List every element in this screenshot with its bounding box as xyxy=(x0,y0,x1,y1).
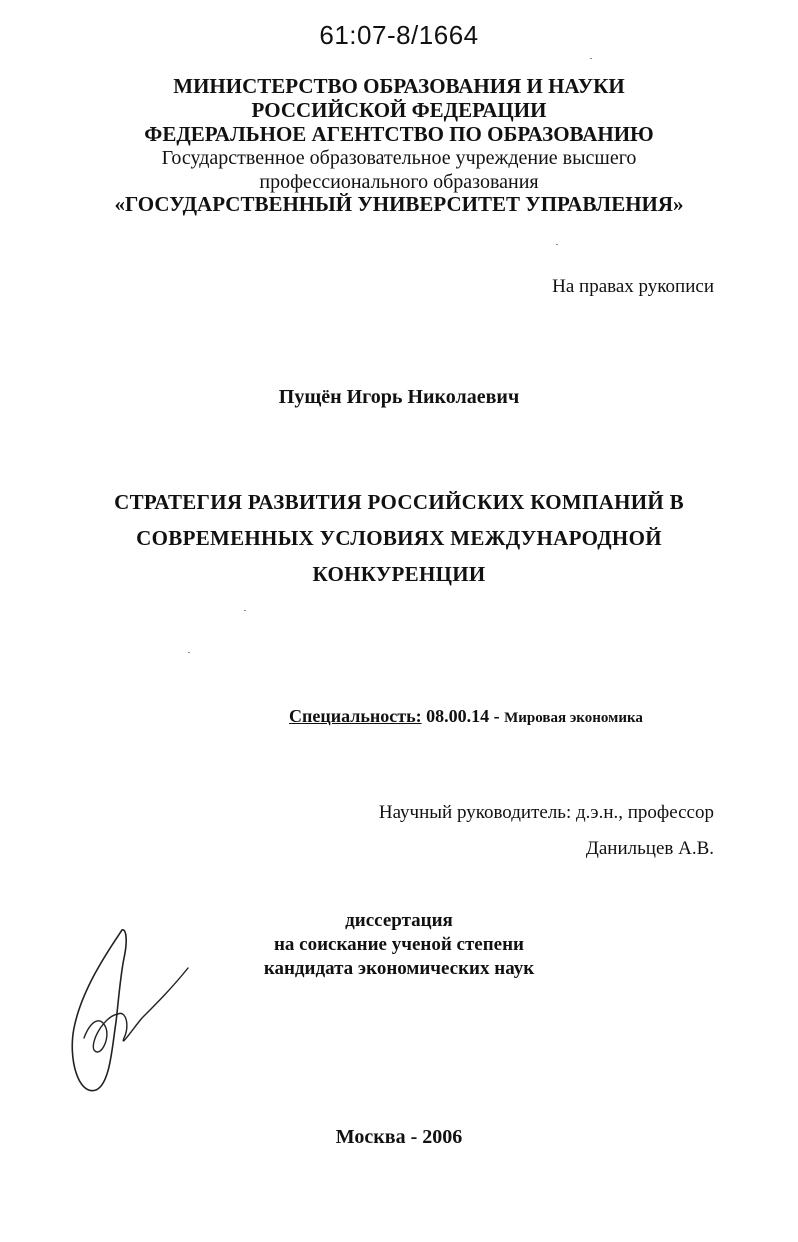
scan-speck xyxy=(590,58,592,59)
handwritten-signature-icon xyxy=(60,918,200,1108)
specialty xyxy=(289,706,643,727)
ministry-line-2: РОССИЙСКОЙ ФЕДЕРАЦИИ xyxy=(251,98,547,122)
archive-code: 61:07-8/1664 xyxy=(319,20,479,50)
title-line-2: СОВРЕМЕННЫХ УСЛОВИЯХ МЕЖДУНАРОДНОЙ xyxy=(136,526,662,550)
university-name: «ГОСУДАРСТВЕННЫЙ УНИВЕРСИТЕТ УПРАВЛЕНИЯ» xyxy=(114,192,684,216)
specialty-name: Мировая экономика xyxy=(504,710,643,726)
scan-speck xyxy=(188,652,190,653)
dissertation-line-2: на соискание ученой степени xyxy=(273,934,524,955)
specialty-code: 08.00.14 - xyxy=(426,706,500,726)
scan-speck xyxy=(244,610,246,611)
supervisor-name: Данильцев А.В. xyxy=(585,838,714,859)
institution-line-2: профессионального образования xyxy=(259,171,539,193)
dissertation-line-3: кандидата экономических наук xyxy=(263,958,535,979)
manuscript-note: На правах рукописи xyxy=(552,276,714,297)
dissertation-line-1: диссертация xyxy=(345,910,453,931)
agency-name: ФЕДЕРАЛЬНОЕ АГЕНТСТВО ПО ОБРАЗОВАНИЮ xyxy=(144,122,654,146)
place-year: Москва - 2006 xyxy=(335,1126,463,1148)
supervisor-line-1: Научный руководитель: д.э.н., профессор xyxy=(378,802,714,823)
title-line-3: КОНКУРЕНЦИИ xyxy=(312,562,486,586)
scan-speck xyxy=(556,244,558,245)
institution-line-1: Государственное образовательное учреждение высшего xyxy=(161,147,637,169)
ministry-line-1: МИНИСТЕРСТВО ОБРАЗОВАНИЯ И НАУКИ xyxy=(173,74,625,98)
title-line-1: СТРАТЕГИЯ РАЗВИТИЯ РОССИЙСКИХ КОМПАНИЙ В xyxy=(114,490,684,514)
specialty-label: Специальность: xyxy=(289,706,422,726)
author-name: Пущён Игорь Николаевич xyxy=(278,386,520,408)
